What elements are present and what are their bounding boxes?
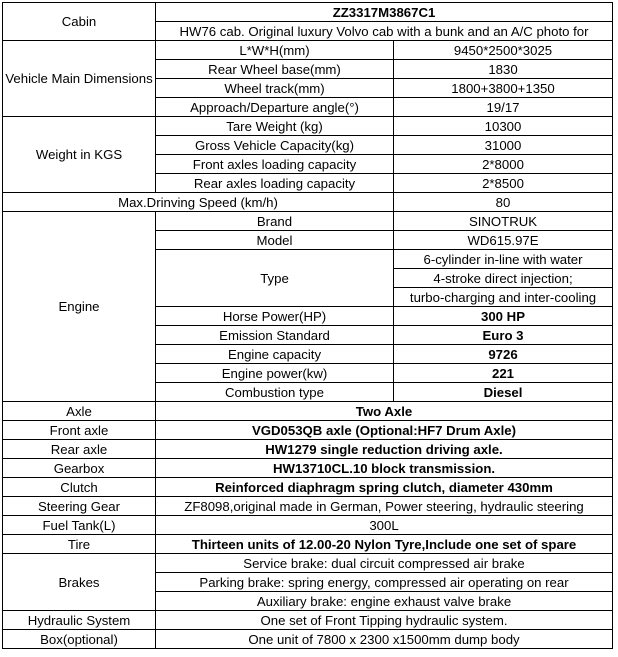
spec-key: Combustion type bbox=[156, 383, 394, 402]
front-axle-label: Front axle bbox=[3, 421, 156, 440]
table-row bbox=[3, 554, 613, 573]
cabin-desc: HW76 cab. Original luxury Volvo cab with a bunk and an A/C photo for bbox=[156, 22, 613, 41]
engine-label: Engine bbox=[3, 212, 156, 402]
spec-key: Approach/Departure angle(°) bbox=[156, 98, 394, 117]
spec-key: Emission Standard bbox=[156, 326, 394, 345]
spec-key: L*W*H(mm) bbox=[156, 41, 394, 60]
hydraulic-label: Hydraulic System bbox=[3, 611, 156, 630]
rear-axle-label: Rear axle bbox=[3, 440, 156, 459]
cabin-label: Cabin bbox=[3, 3, 156, 41]
axle-value: Two Axle bbox=[156, 402, 613, 421]
box-label: Box(optional) bbox=[3, 630, 156, 649]
table-row bbox=[3, 516, 613, 535]
table-row bbox=[3, 117, 613, 136]
table-row bbox=[3, 630, 613, 649]
spec-value: 9450*2500*3025 bbox=[394, 41, 613, 60]
clutch-value: Reinforced diaphragm spring clutch, diameter 430mm bbox=[156, 478, 613, 497]
engine-type-label: Type bbox=[156, 250, 394, 307]
tire-value: Thirteen units of 12.00-20 Nylon Tyre,Include one set of spare bbox=[156, 535, 613, 554]
spec-key: Model bbox=[156, 231, 394, 250]
axle-label: Axle bbox=[3, 402, 156, 421]
clutch-label: Clutch bbox=[3, 478, 156, 497]
spec-key: Engine capacity bbox=[156, 345, 394, 364]
brakes-label: Brakes bbox=[3, 554, 156, 611]
spec-value: 221 bbox=[394, 364, 613, 383]
spec-key: Rear Wheel base(mm) bbox=[156, 60, 394, 79]
table-row bbox=[3, 535, 613, 554]
table-row bbox=[3, 497, 613, 516]
spec-value: 300 HP bbox=[394, 307, 613, 326]
spec-key: Gross Vehicle Capacity(kg) bbox=[156, 136, 394, 155]
steering-label: Steering Gear bbox=[3, 497, 156, 516]
dimensions-label: Vehicle Main Dimensions bbox=[3, 41, 156, 117]
spec-value: WD615.97E bbox=[394, 231, 613, 250]
table-row bbox=[3, 421, 613, 440]
table-row bbox=[3, 459, 613, 478]
spec-key: Wheel track(mm) bbox=[156, 79, 394, 98]
spec-key: Tare Weight (kg) bbox=[156, 117, 394, 136]
speed-value: 80 bbox=[394, 193, 613, 212]
table-row bbox=[3, 440, 613, 459]
spec-key: Rear axles loading capacity bbox=[156, 174, 394, 193]
steering-value: ZF8098,original made in German, Power steering, hydraulic steering bbox=[156, 497, 613, 516]
cabin-model: ZZ3317M3867C1 bbox=[156, 3, 613, 22]
table-row bbox=[3, 3, 613, 22]
brake-value: Service brake: dual circuit compressed air brake bbox=[156, 554, 613, 573]
spec-value: SINOTRUK bbox=[394, 212, 613, 231]
spec-value: 10300 bbox=[394, 117, 613, 136]
box-value: One unit of 7800 x 2300 x1500mm dump body bbox=[156, 630, 613, 649]
spec-value: Diesel bbox=[394, 383, 613, 402]
spec-value: Euro 3 bbox=[394, 326, 613, 345]
fuel-value: 300L bbox=[156, 516, 613, 535]
spec-value: 1830 bbox=[394, 60, 613, 79]
spec-key: Horse Power(HP) bbox=[156, 307, 394, 326]
front-axle-value: VGD053QB axle (Optional:HF7 Drum Axle) bbox=[156, 421, 613, 440]
spec-value: 31000 bbox=[394, 136, 613, 155]
speed-label: Max.Drinving Speed (km/h) bbox=[3, 193, 394, 212]
spec-value: 1800+3800+1350 bbox=[394, 79, 613, 98]
spec-value: 2*8000 bbox=[394, 155, 613, 174]
spec-key: Front axles loading capacity bbox=[156, 155, 394, 174]
spec-value: turbo-charging and inter-cooling bbox=[394, 288, 613, 307]
spec-value: 4-stroke direct injection; bbox=[394, 269, 613, 288]
gearbox-label: Gearbox bbox=[3, 459, 156, 478]
table-row bbox=[3, 478, 613, 497]
weight-label: Weight in KGS bbox=[3, 117, 156, 193]
table-row bbox=[3, 402, 613, 421]
brake-value: Parking brake: spring energy, compressed air operating on rear bbox=[156, 573, 613, 592]
table-row bbox=[3, 212, 613, 231]
table-row bbox=[3, 41, 613, 60]
spec-value: 19/17 bbox=[394, 98, 613, 117]
tire-label: Tire bbox=[3, 535, 156, 554]
spec-value: 9726 bbox=[394, 345, 613, 364]
spec-key: Engine power(kw) bbox=[156, 364, 394, 383]
rear-axle-value: HW1279 single reduction driving axle. bbox=[156, 440, 613, 459]
spec-value: 2*8500 bbox=[394, 174, 613, 193]
spec-table bbox=[2, 2, 613, 649]
table-row bbox=[3, 193, 613, 212]
hydraulic-value: One set of Front Tipping hydraulic system. bbox=[156, 611, 613, 630]
spec-key: Brand bbox=[156, 212, 394, 231]
spec-value: 6-cylinder in-line with water bbox=[394, 250, 613, 269]
fuel-label: Fuel Tank(L) bbox=[3, 516, 156, 535]
brake-value: Auxiliary brake: engine exhaust valve brake bbox=[156, 592, 613, 611]
gearbox-value: HW13710CL.10 block transmission. bbox=[156, 459, 613, 478]
table-row bbox=[3, 611, 613, 630]
